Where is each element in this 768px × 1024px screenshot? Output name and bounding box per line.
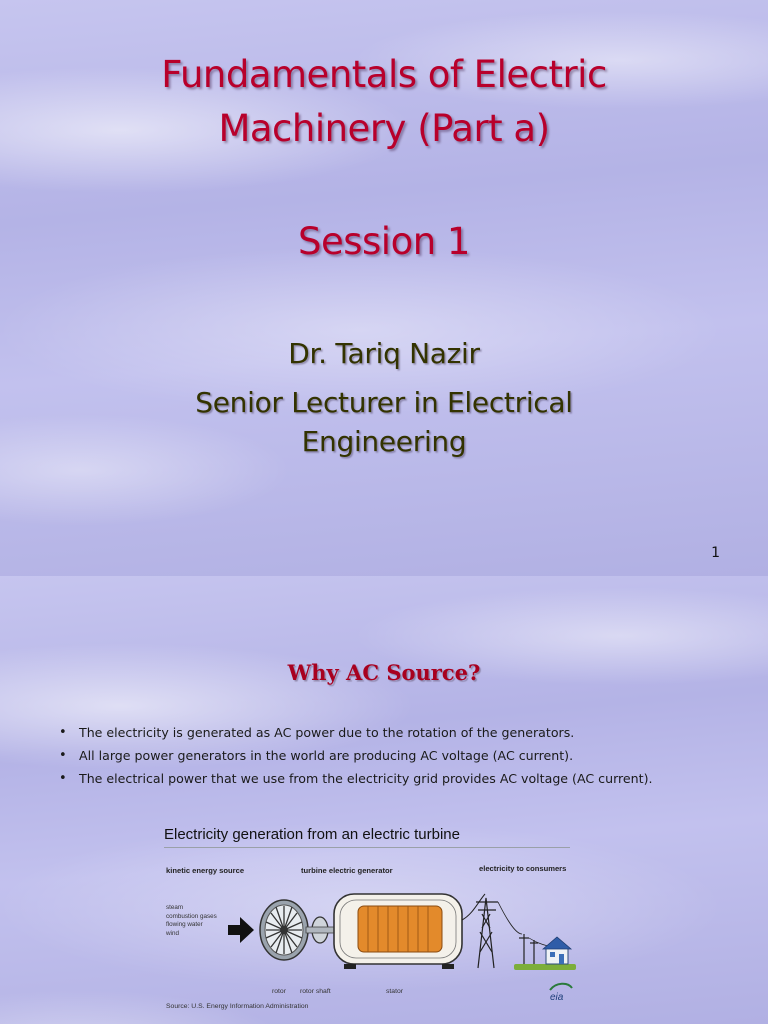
energy-source-item: wind	[166, 929, 179, 937]
figure-source-note: Source: U.S. Energy Information Administration	[166, 1003, 309, 1010]
utility-pole-icon	[519, 934, 538, 964]
label-stator: stator	[386, 988, 403, 995]
figure-title: Electricity generation from an electric turbine	[164, 826, 460, 843]
energy-source-item: combustion gases	[166, 912, 217, 920]
session-label: Session 1	[298, 220, 470, 263]
svg-text:eia: eia	[550, 992, 564, 1003]
bullet-item: • The electrical power that we use from the electricity grid provides AC voltage (AC current).	[56, 767, 756, 790]
slide-title-line-1: Fundamentals of Electric	[161, 53, 607, 96]
energy-source-item: flowing water	[166, 921, 203, 929]
page-number: 1	[711, 545, 720, 561]
author-role-line-2: Engineering	[301, 425, 467, 458]
bullet-item: • All large power generators in the world are producing AC voltage (AC current).	[56, 744, 756, 767]
energy-source-item: steam	[166, 904, 184, 911]
bullet-list	[56, 721, 756, 790]
transmission-tower-icon	[476, 898, 498, 968]
slide-title: Why AC Source?	[287, 660, 481, 685]
slide-2	[0, 576, 768, 1024]
input-arrow-icon	[228, 917, 254, 943]
author-role-line-1: Senior Lecturer in Electrical	[195, 386, 573, 419]
label-rotor-shaft: rotor shaft	[300, 988, 331, 995]
label-electricity-to-consumers: electricity to consumers	[479, 864, 567, 873]
bullet-item: • The electricity is generated as AC power due to the rotation of the generators.	[56, 721, 756, 744]
generator-diagram	[158, 822, 578, 1012]
eia-logo	[550, 984, 572, 1003]
author-name: Dr. Tariq Nazir	[288, 337, 480, 370]
house-icon	[543, 937, 571, 964]
label-turbine-generator: turbine electric generator	[301, 866, 393, 875]
figure-divider	[164, 847, 570, 848]
slide-title-line-2: Machinery (Part a)	[218, 107, 550, 150]
turbine-generator-illustration	[158, 822, 578, 1012]
ground-icon	[514, 964, 576, 970]
label-kinetic-energy-source: kinetic energy source	[166, 866, 245, 875]
energy-source-list	[166, 904, 217, 938]
label-rotor: rotor	[272, 988, 286, 995]
